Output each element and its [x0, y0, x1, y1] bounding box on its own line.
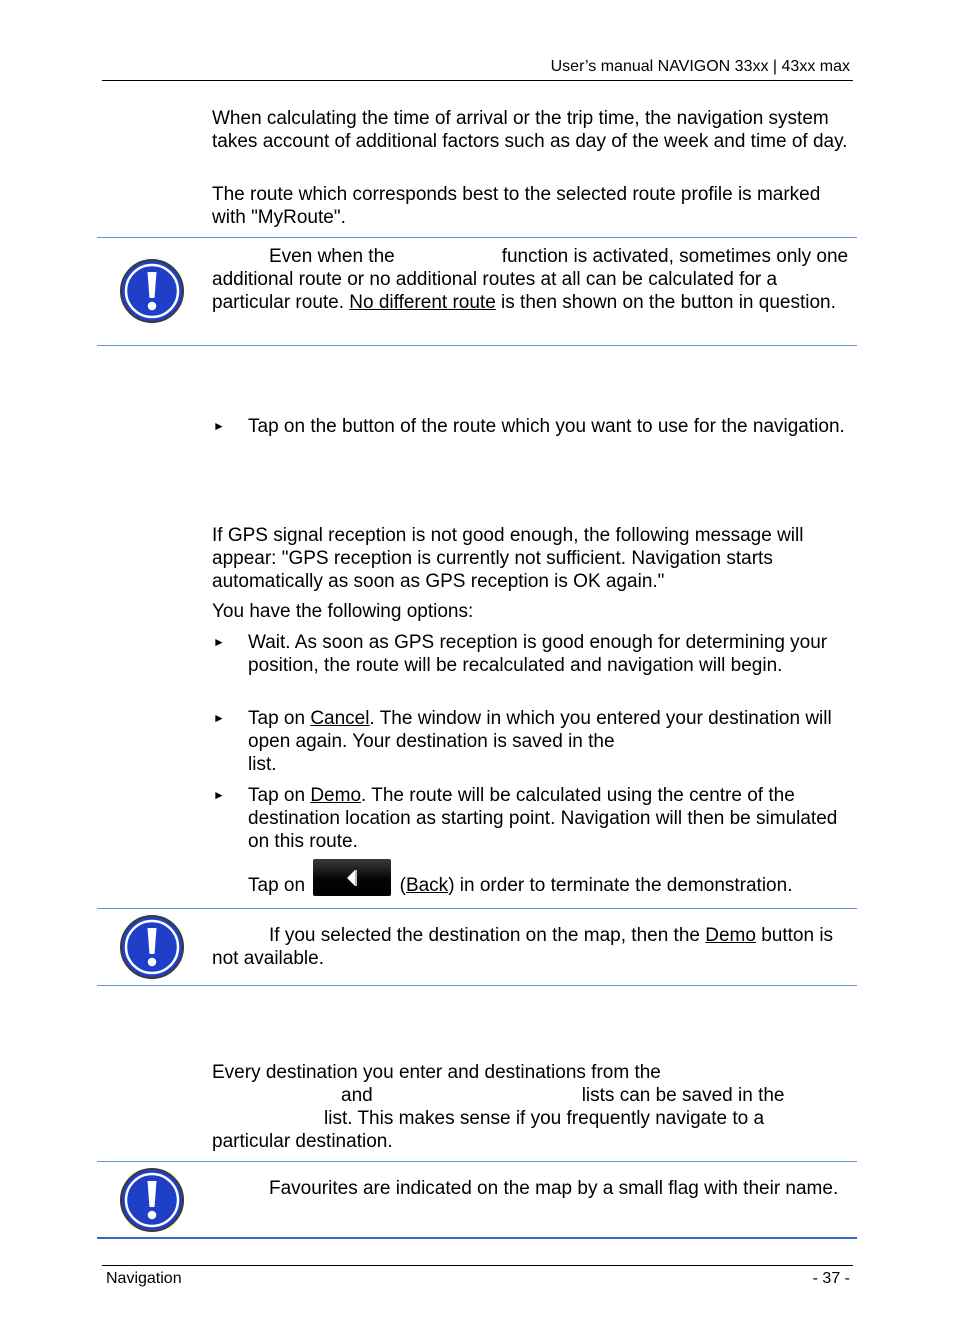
tap-on-text: Tap on: [248, 785, 306, 806]
note-text-c: is then shown on the button in question.: [501, 292, 836, 313]
triangle-bullet-icon: ►: [213, 711, 225, 725]
footer-section: Navigation: [106, 1270, 182, 1287]
note-rule-top: [97, 908, 857, 909]
back-button: [313, 859, 391, 896]
triangle-bullet-icon: ►: [213, 788, 225, 802]
no-different-route-label: No different route: [349, 292, 496, 313]
note-text: [212, 924, 852, 970]
demo-label: Demo: [310, 785, 362, 806]
back-arrow-icon: [342, 869, 362, 887]
list-item-text: [248, 784, 852, 853]
fav-line-3: list. This makes sense if you frequently navigate to a: [324, 1108, 765, 1129]
cancel-desc: . The window in which you entered your destination will open again. Your destination is saved in the: [248, 708, 832, 752]
intro-paragraph-1: When calculating the time of arrival or the trip time, the navigation system takes account of additional factors such as day of the week and time of day.: [212, 108, 848, 152]
note-rule-top: [97, 237, 857, 238]
demo-desc: . The route will be calculated using the centre of the destination location as starting point. Navigation will then be simulated on this route.: [248, 785, 838, 852]
cancel-label: Cancel: [310, 708, 370, 729]
tap-on-text: Tap on: [248, 708, 306, 729]
exclamation-icon: [119, 1167, 185, 1233]
note-text: Favourites are indicated on the map by a small flag with their name.: [269, 1178, 839, 1199]
back-instruction: [212, 859, 852, 904]
list-item: [212, 707, 852, 776]
list-item-text: [248, 707, 852, 776]
note-text-a: If you selected the destination on the map, then the: [269, 925, 700, 946]
list-item: [212, 415, 852, 438]
note-rule-top: [97, 1161, 857, 1162]
list-item-text: Tap on the button of the route which you want to use for the navigation.: [248, 416, 845, 437]
note-text-b: function is activated, sometimes only one additional route or no additional routes at all can be calculated for a particular route.: [212, 246, 849, 313]
note-rule-bottom: [97, 345, 857, 346]
list-item: [212, 784, 852, 853]
demo-label: Demo: [705, 925, 756, 946]
gps-paragraph: If GPS signal reception is not good enough, the following message will appear: "GPS reception is currently not sufficient. Navigation starts automatically as soon as GPS reception is OK again.": [212, 525, 804, 592]
paren: (: [399, 875, 406, 896]
note-text: [212, 245, 852, 314]
list-item: [212, 631, 852, 677]
fav-line-1: Every destination you enter and destinations from the: [212, 1062, 661, 1083]
footer-rule: [102, 1265, 853, 1266]
triangle-bullet-icon: ►: [213, 635, 225, 649]
fav-line-2: and lists can be saved in the: [341, 1085, 785, 1106]
running-header: User’s manual NAVIGON 33xx | 43xx max: [550, 58, 850, 75]
list-item-text: Wait. As soon as GPS reception is good enough for determining your position, the route will be recalculated and navigation will begin.: [248, 632, 828, 676]
options-intro: You have the following options:: [212, 601, 474, 622]
note-rule-bottom: [97, 1237, 857, 1239]
tap-on-text: Tap on: [248, 875, 306, 896]
fav-line-4: particular destination.: [212, 1131, 393, 1152]
exclamation-icon: [119, 258, 185, 324]
favourites-paragraph: [212, 1061, 852, 1153]
back-desc: ) in order to terminate the demonstration.: [448, 875, 793, 896]
header-rule: [102, 80, 853, 81]
list-word: list.: [248, 754, 277, 775]
note-rule-bottom: [97, 985, 857, 986]
note-text-b: button is not available.: [212, 925, 834, 969]
page-number: - 37 -: [812, 1270, 850, 1287]
triangle-bullet-icon: ►: [213, 419, 225, 433]
intro-paragraph-2: The route which corresponds best to the selected route profile is marked with "MyRoute".: [212, 184, 821, 228]
back-label: Back: [405, 875, 449, 896]
note-text-a: Even when the: [269, 246, 395, 267]
exclamation-icon: [119, 914, 185, 980]
